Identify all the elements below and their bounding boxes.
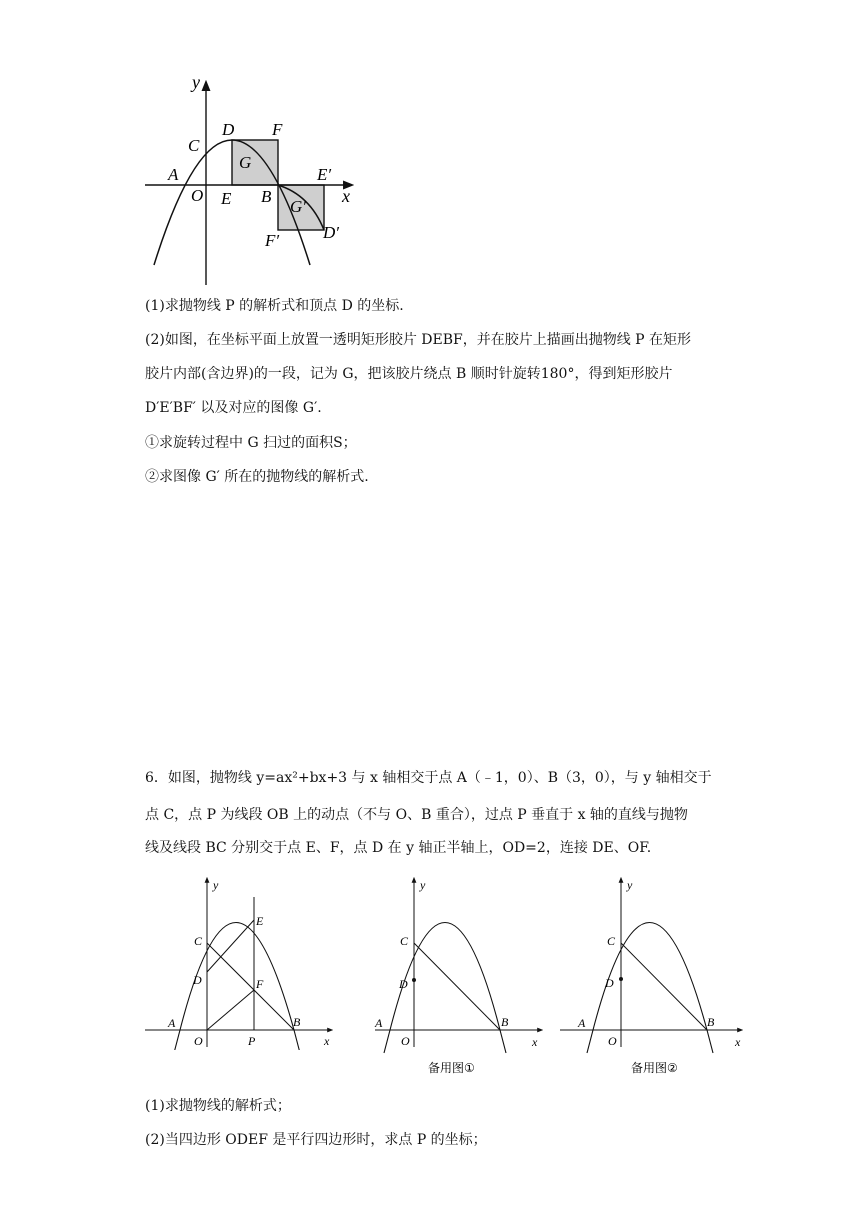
label-C: C [400, 934, 409, 948]
q5-part2-line3: D′E′BF′ 以及对应的图像 G′. [145, 400, 322, 416]
label-E-prime: E′ [317, 165, 332, 184]
label-B: B [261, 187, 272, 206]
q6-stem-line3: 线及线段 BC 分别交于点 E、F，点 D 在 y 轴正半轴上，OD=2，连接 DE、OF. [145, 840, 652, 856]
label-F-prime: F′ [265, 231, 280, 250]
parabola-left-tail [384, 1030, 390, 1053]
label-D: D [605, 976, 614, 990]
label-G-prime: G′ [290, 197, 306, 216]
label-y-axis: y [192, 72, 200, 92]
label-x-axis: x [532, 1035, 538, 1049]
label-O: O [194, 1034, 203, 1048]
label-A: A [375, 1016, 383, 1030]
label-D-prime: D′ [323, 223, 339, 242]
q5-part2-line1: (2)如图，在坐标平面上放置一透明矩形胶片 DEBF，并在胶片上描画出抛物线 P 在矩形 [145, 332, 692, 348]
label-C: C [607, 934, 616, 948]
label-G: G [239, 153, 252, 172]
q6-part1: (1)求抛物线的解析式； [145, 1098, 291, 1114]
label-P: P [248, 1034, 256, 1048]
label-A: A [168, 1016, 176, 1030]
label-O: O [608, 1034, 617, 1048]
label-y-axis: y [627, 878, 633, 892]
label-E: E [256, 914, 264, 928]
label-O: O [191, 186, 204, 205]
label-x-axis: x [735, 1035, 741, 1049]
label-O: O [401, 1034, 410, 1048]
label-D: D [399, 977, 408, 991]
label-B: B [501, 1015, 509, 1029]
figure-q6-spare-1 [370, 875, 550, 1075]
label-A: A [578, 1016, 586, 1030]
label-B: B [293, 1015, 301, 1029]
label-E: E [221, 189, 232, 208]
label-D: D [222, 120, 235, 139]
label-F: F [256, 977, 264, 991]
label-C: C [194, 934, 203, 948]
q5-sub2: ②求图像 G′ 所在的抛物线的解析式. [145, 469, 369, 485]
segment-OF [207, 990, 254, 1030]
label-C: C [188, 136, 200, 155]
label-x-axis: x [324, 1034, 330, 1048]
label-A: A [168, 165, 179, 184]
label-x-axis: x [342, 186, 350, 206]
point-D [412, 978, 416, 982]
q5-sub1: ①求旋转过程中 G 扫过的面积S； [145, 435, 357, 451]
caption: 备用图① [428, 1061, 475, 1075]
q5-part1: (1)求抛物线 P 的解析式和顶点 D 的坐标. [145, 298, 404, 314]
label-y-axis: y [213, 878, 219, 892]
label-B: B [707, 1015, 715, 1029]
label-y-axis: y [420, 878, 426, 892]
q6-stem-line2: 点 C，点 P 为线段 OB 上的动点（不与 O、B 重合），过点 P 垂直于 x 轴的直线与抛物 [145, 807, 688, 823]
segment-DE [207, 920, 254, 972]
figure-rotation-parabola [130, 70, 370, 290]
label-F: F [272, 120, 283, 139]
q5-part2-line2: 胶片内部(含边界)的一段，记为 G，把该胶片绕点 B 顺时针旋转180°，得到矩形胶片 [145, 366, 673, 382]
figure-q6-spare-2 [555, 875, 750, 1075]
label-D: D [193, 973, 202, 987]
parabola-left-tail [587, 1030, 593, 1053]
figure-q6-main [140, 875, 340, 1050]
parabola-left-tail [174, 1030, 180, 1050]
q6-stem-line1: 6．如图，抛物线 y=ax²+bx+3 与 x 轴相交于点 A（﹣1，0）、B（3，0），与 y 轴相交于 [145, 770, 712, 786]
q6-part2: (2)当四边形 ODEF 是平行四边形时，求点 P 的坐标； [145, 1132, 487, 1148]
point-D [619, 977, 623, 981]
caption: 备用图② [631, 1061, 678, 1075]
